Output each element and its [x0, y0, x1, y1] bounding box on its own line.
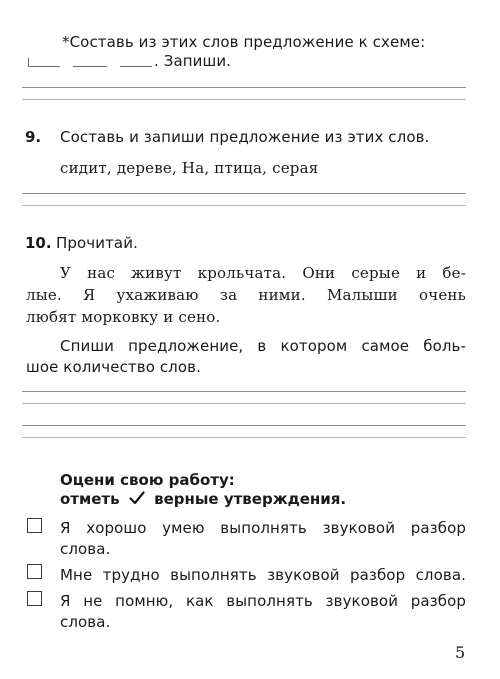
self-assessment-title: Оцени свою работу:: [60, 471, 235, 489]
assessment-item-2-line-1: Мне трудно выполнять звуковой разбор слова.: [60, 566, 466, 584]
task8-instruction-line2: . Запиши.: [154, 52, 232, 70]
assessment-item-1-line-1: Я хорошо умею выполнять звуковой разбор: [60, 519, 466, 537]
assessment-item-1-line-2: слова.: [60, 540, 111, 558]
reading-text-line-1: У нас живут крольчата. Они серые и бе-: [60, 264, 466, 282]
task9-instruction: Составь и запиши предложение из этих слов.: [60, 128, 430, 146]
page-number: 5: [455, 643, 466, 662]
task9-words: сидит, дереве, На, птица, серая: [60, 159, 319, 177]
scheme-start-tick: [28, 58, 29, 66]
scheme-word-1: [28, 66, 60, 67]
assessment-checkbox-2[interactable]: [27, 564, 42, 579]
task10-copy-instruction-line-2: шое количество слов.: [26, 358, 201, 376]
answer-line[interactable]: [22, 425, 466, 426]
check-mark-icon: [129, 491, 145, 505]
task9-number: 9.: [25, 128, 42, 146]
scheme-word-3: [120, 66, 152, 67]
subtitle-end: верные утверждения.: [154, 490, 347, 508]
task10-number: 10.: [25, 234, 52, 252]
reading-text-line-2: лые. Я ухаживаю за ними. Малыши очень: [26, 286, 466, 304]
task10-copy-instruction-line-1: Спиши предложение, в котором самое боль-: [60, 337, 466, 355]
task8-instruction-line1: *Составь из этих слов предложение к схеме:: [62, 33, 426, 51]
answer-line[interactable]: [22, 391, 466, 392]
assessment-item-3-line-1: Я не помню, как выполнять звуковой разбор: [60, 592, 466, 610]
answer-line[interactable]: [22, 99, 466, 100]
answer-line[interactable]: [22, 205, 466, 206]
subtitle-start: отметь: [60, 490, 120, 508]
answer-line[interactable]: [22, 403, 466, 404]
assessment-checkbox-3[interactable]: [27, 591, 42, 606]
assessment-checkbox-1[interactable]: [27, 518, 42, 533]
assessment-item-3-line-2: слова.: [60, 613, 111, 631]
self-assessment-subtitle: [60, 490, 346, 508]
reading-text-line-3: любят морковку и сено.: [26, 308, 221, 326]
scheme-word-2: [73, 66, 107, 67]
answer-line[interactable]: [22, 193, 466, 194]
answer-line[interactable]: [22, 437, 466, 438]
task10-instruction: Прочитай.: [56, 234, 138, 252]
answer-line[interactable]: [22, 87, 466, 88]
